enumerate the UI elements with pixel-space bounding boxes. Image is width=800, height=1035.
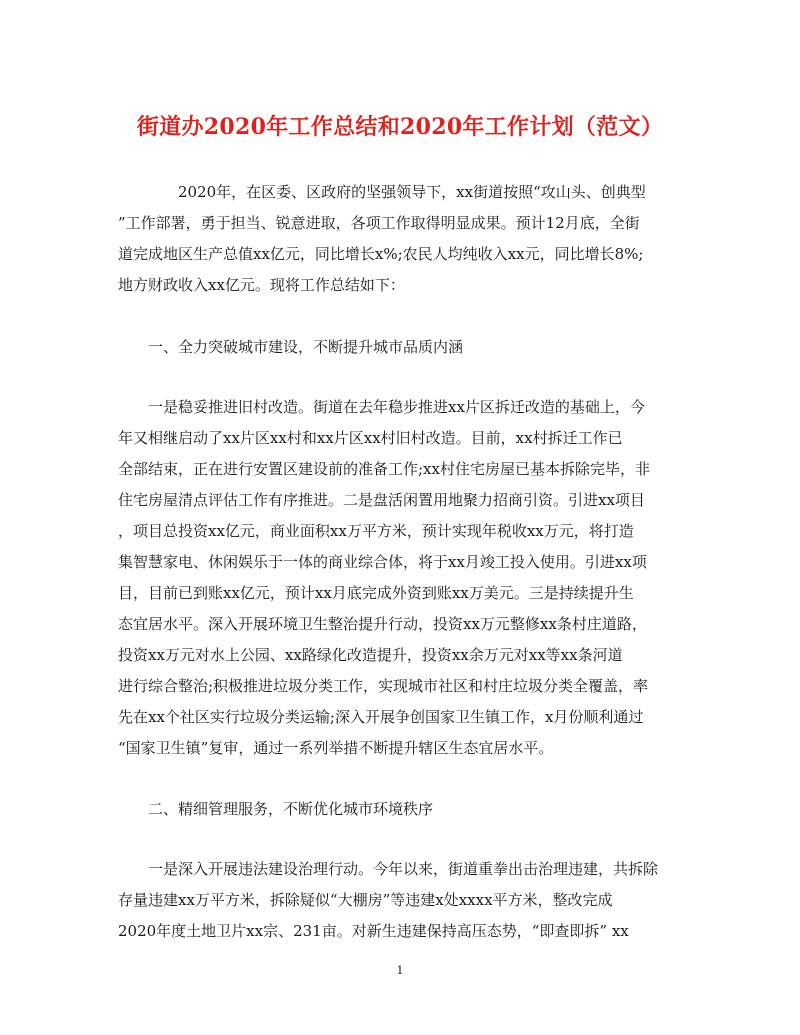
- section-1-line-2: 年又相继启动了xx片区xx村和xx片区xx村旧村改造。目前，xx村拆迁工作已: [118, 429, 623, 447]
- section-2-line-1: 一是深入开展违法建设治理行动。今年以来，街道重拳出击治理违建，共拆除: [148, 860, 659, 878]
- section-1-line-4: 住宅房屋清点评估工作有序推进。二是盘活闲置用地聚力招商引资。引进xx项目: [118, 491, 645, 509]
- intro-line-4: 地方财政收入xx亿元。现将工作总结如下：: [118, 276, 405, 294]
- section-1-line-12: “国家卫生镇”复审，通过一系列举措不断提升辖区生态宜居水平。: [118, 739, 554, 757]
- document-title: 街道办2020年工作总结和2020年工作计划（范文）: [136, 114, 664, 140]
- section-1-line-5: ，项目总投资xx亿元，商业面积xx万平方米，预计实现年税收xx万元，将打造: [118, 522, 634, 540]
- intro-line-1: 2020年，在区委、区政府的坚强领导下，xx街道按照“攻山头、创典型: [178, 183, 646, 201]
- intro-line-3: 道完成地区生产总值xx亿元，同比增长x%;农民人均纯收入xx元，同比增长8%;: [118, 245, 644, 263]
- intro-line-2: ”工作部署，勇于担当、锐意进取，各项工作取得明显成果。预计12月底，全街: [118, 214, 640, 232]
- section-1-line-11: 先在xx个社区实行垃圾分类运输;深入开展争创国家卫生镇工作，x月份顺利通过: [118, 708, 644, 726]
- section-2-heading: 二、精细管理服务，不断优化城市环境秩序: [148, 800, 434, 818]
- section-1-line-1: 一是稳妥推进旧村改造。街道在去年稳步推进xx片区拆迁改造的基础上，今: [148, 398, 645, 416]
- section-1-line-7: 目，目前已到账xx亿元，预计xx月底完成外资到账xx万美元。三是持续提升生: [118, 584, 634, 602]
- section-1-line-3: 全部结束，正在进行安置区建设前的准备工作;xx村住宅房屋已基本拆除完毕，非: [118, 460, 650, 478]
- section-1-heading: 一、全力突破城市建设，不断提升城市品质内涵: [148, 338, 464, 356]
- section-2-line-3: 2020年度土地卫片xx宗、231亩。对新生违建保持高压态势，“即查即拆” xx: [118, 922, 629, 940]
- section-1-line-6: 集智慧家电、休闲娱乐于一体的商业综合体，将于xx月竣工投入使用。引进xx项: [118, 553, 647, 571]
- page-number: 1: [396, 964, 404, 977]
- section-1-line-9: 投资xx万元对水上公园、xx路绿化改造提升，投资xx余万元对xx等xx条河道: [118, 646, 623, 664]
- section-1-line-8: 态宜居水平。深入开展环境卫生整治提升行动，投资xx万元整修xx条村庄道路，: [118, 615, 647, 633]
- section-1-line-10: 进行综合整治;积极推进垃圾分类工作，实现城市社区和村庄垃圾分类全覆盖，率: [118, 677, 649, 695]
- section-2-line-2: 存量违建xx万平方米，拆除疑似“大棚房”等违建x处xxxx平方米，整改完成: [118, 891, 613, 909]
